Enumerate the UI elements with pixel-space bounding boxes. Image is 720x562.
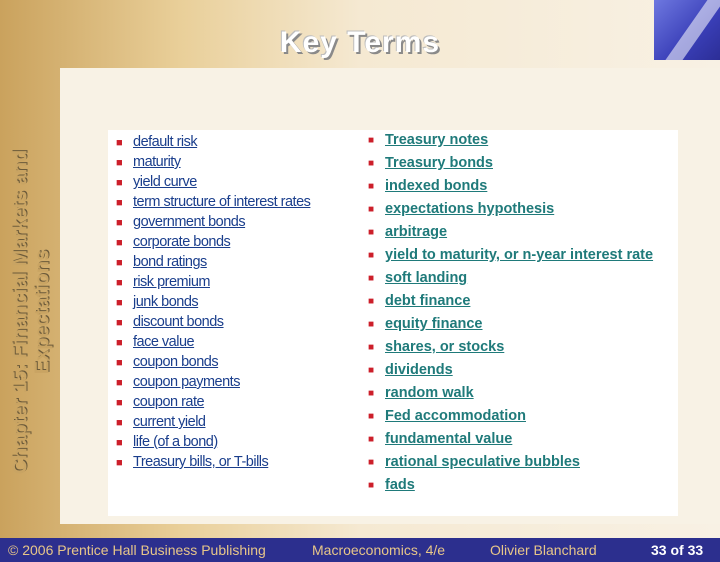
bullet-icon: ■ [116,357,123,369]
term-link[interactable] [114,132,364,152]
bullet-icon: ■ [368,227,375,238]
term-label: discount bonds [133,314,224,330]
bullet-icon: ■ [116,157,123,169]
term-label: dividends [385,362,453,378]
term-label: random walk [385,385,474,401]
term-label: Treasury bills, or T-bills [133,454,269,470]
bullet-icon: ■ [368,158,375,169]
bullet-icon: ■ [116,457,123,469]
term-link[interactable] [366,454,666,471]
bullet-icon: ■ [116,297,123,309]
footer-bar [0,538,720,562]
term-link[interactable] [114,432,364,452]
term-label: term structure of interest rates [133,194,311,210]
term-label: soft landing [385,270,468,286]
bullet-icon: ■ [368,204,375,215]
term-link[interactable] [114,272,364,292]
bullet-icon: ■ [116,337,123,349]
bullet-icon: ■ [368,365,375,376]
side-title: Chapter 15: Financial Markets and Expectations [9,149,54,475]
term-label: junk bonds [133,294,199,310]
footer-page-number: 33 of 33 [651,542,704,558]
term-link[interactable] [114,352,364,372]
bullet-icon: ■ [368,319,375,330]
term-label: rational speculative bubbles [385,454,580,470]
term-label: Fed accommodation [385,408,526,424]
bullet-icon: ■ [368,411,375,422]
bullet-icon: ■ [116,317,123,329]
footer-author: Olivier Blanchard [490,542,597,558]
term-label: coupon bonds [133,354,219,370]
left-term-list [114,132,364,472]
term-link[interactable] [114,452,364,472]
bullet-icon: ■ [116,397,123,409]
term-label: maturity [133,154,181,170]
term-link[interactable] [114,312,364,332]
term-link[interactable] [114,372,364,392]
term-link[interactable] [366,477,666,494]
term-label: equity finance [385,316,483,332]
bullet-icon: ■ [368,457,375,468]
term-link[interactable] [114,212,364,232]
term-link[interactable] [366,316,666,333]
term-link[interactable] [366,293,666,310]
term-link[interactable] [114,332,364,352]
term-link[interactable] [114,192,364,212]
term-link[interactable] [366,132,666,149]
term-link[interactable] [366,155,666,172]
term-link[interactable] [366,247,666,264]
term-label: indexed bonds [385,178,488,194]
term-link[interactable] [114,392,364,412]
term-link[interactable] [366,201,666,218]
term-link[interactable] [366,362,666,379]
bullet-icon: ■ [116,217,123,229]
term-label: Treasury bonds [385,155,493,171]
footer-copyright: © 2006 Prentice Hall Business Publishing [8,542,266,558]
bullet-icon: ■ [368,480,375,491]
term-link[interactable] [366,224,666,241]
term-label: fads [385,477,415,493]
bullet-icon: ■ [368,273,375,284]
bullet-icon: ■ [116,257,123,269]
term-label: face value [133,334,195,350]
term-link[interactable] [114,252,364,272]
side-title-area [6,118,56,513]
term-link[interactable] [114,152,364,172]
term-label: yield to maturity, or n-year interest rate [385,247,654,263]
bullet-icon: ■ [116,277,123,289]
term-label: coupon rate [133,394,205,410]
term-label: life (of a bond) [133,434,218,450]
term-label: bond ratings [133,254,207,270]
term-label: government bonds [133,214,246,230]
term-label: yield curve [133,174,197,190]
bullet-icon: ■ [116,177,123,189]
term-label: debt finance [385,293,471,309]
bullet-icon: ■ [116,417,123,429]
bullet-icon: ■ [368,388,375,399]
term-link[interactable] [366,408,666,425]
term-link[interactable] [366,178,666,195]
slide-title: Key Terms [279,26,441,59]
bullet-icon: ■ [116,197,123,209]
term-link[interactable] [366,385,666,402]
term-link[interactable] [114,412,364,432]
term-label: corporate bonds [133,234,231,250]
bullet-icon: ■ [368,342,375,353]
term-label: current yield [133,414,206,430]
bullet-icon: ■ [368,434,375,445]
bullet-icon: ■ [116,437,123,449]
term-label: arbitrage [385,224,448,240]
term-link[interactable] [114,172,364,192]
term-link[interactable] [114,232,364,252]
bullet-icon: ■ [116,237,123,249]
bullet-icon: ■ [368,181,375,192]
term-label: shares, or stocks [385,339,505,355]
bullet-icon: ■ [116,377,123,389]
bullet-icon: ■ [368,250,375,261]
term-label: coupon payments [133,374,240,390]
right-term-list [366,132,666,500]
term-label: default risk [133,134,198,150]
term-link[interactable] [366,270,666,287]
term-link[interactable] [114,292,364,312]
bullet-icon: ■ [116,137,123,149]
footer-book: Macroeconomics, 4/e [312,542,446,558]
term-label: fundamental value [385,431,513,447]
term-label: expectations hypothesis [385,201,555,217]
term-link[interactable] [366,339,666,356]
term-label: risk premium [133,274,210,290]
term-link[interactable] [366,431,666,448]
term-label: Treasury notes [385,132,489,148]
bullet-icon: ■ [368,296,375,307]
bullet-icon: ■ [368,135,375,146]
